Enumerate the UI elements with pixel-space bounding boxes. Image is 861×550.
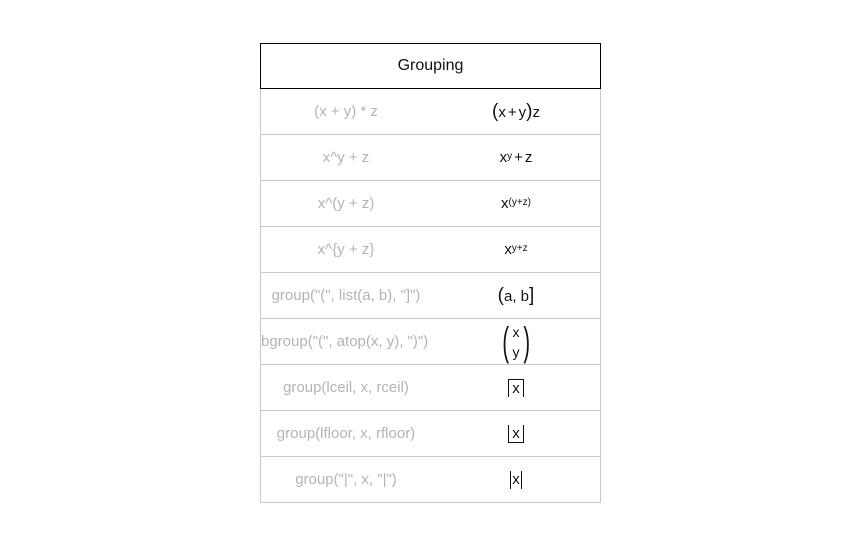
open-paren: ( [492,100,499,122]
table-row [260,319,601,365]
close-paren: ) [526,100,533,122]
table-row [260,135,601,181]
math-superscript: (y+z) [508,197,531,208]
ceiling-brackets [508,379,524,397]
code-cell: x^(y + z) [317,195,375,212]
table-row [260,365,601,411]
math-x: x [512,424,520,442]
code-cell: x^y + z [322,149,370,166]
table-row [260,181,601,227]
rendered-cell [431,149,601,166]
rendered-cell [431,425,601,443]
math-x: x [512,470,520,488]
math-x: x [512,379,520,397]
math-superscript: y [507,151,513,162]
rendered-cell [431,471,601,489]
atop-bottom: y [512,343,520,360]
rendered-cell [431,379,601,397]
grouping-table [260,43,601,503]
floor-brackets [508,425,524,443]
code-cell: bgroup("(", atop(x, y), ")") [261,333,429,350]
atop-top: x [512,323,520,340]
code-cell: group("(", list(a, b), "]") [271,287,421,304]
rendered-cell [431,195,601,212]
math-z: z [532,103,540,121]
code-cell: (x + y) * z [314,103,378,120]
table-row [260,273,601,319]
math-y: y [518,103,527,121]
math-x: x [499,149,508,166]
table-row [260,457,601,503]
math-list: a, b [504,287,530,305]
rendered-cell [431,285,601,307]
math-z: z [524,149,533,166]
close-bracket: ] [529,284,535,306]
code-cell: x^{y + z} [317,241,375,258]
open-paren: ( [502,319,510,364]
close-paren: ) [522,319,530,364]
absolute-value-bars [510,471,522,489]
math-plus: + [507,103,517,121]
rendered-cell [431,101,601,123]
code-cell: group(lfloor, x, rfloor) [276,425,416,442]
open-paren: ( [497,284,504,306]
math-x: x [501,195,509,212]
table-header: Grouping [260,43,601,89]
table-row [260,89,601,135]
math-plus: + [514,149,523,166]
math-x: x [504,241,512,258]
rendered-cell [431,241,601,258]
table-row [260,227,601,273]
atop-group [499,319,533,364]
table-row [260,411,601,457]
math-superscript: y+z [511,243,528,254]
code-cell: group("|", x, "|") [295,471,397,488]
code-cell: group(lceil, x, rceil) [283,379,409,396]
math-x: x [498,103,506,121]
rendered-cell [431,319,601,364]
atop-stack [513,322,520,362]
